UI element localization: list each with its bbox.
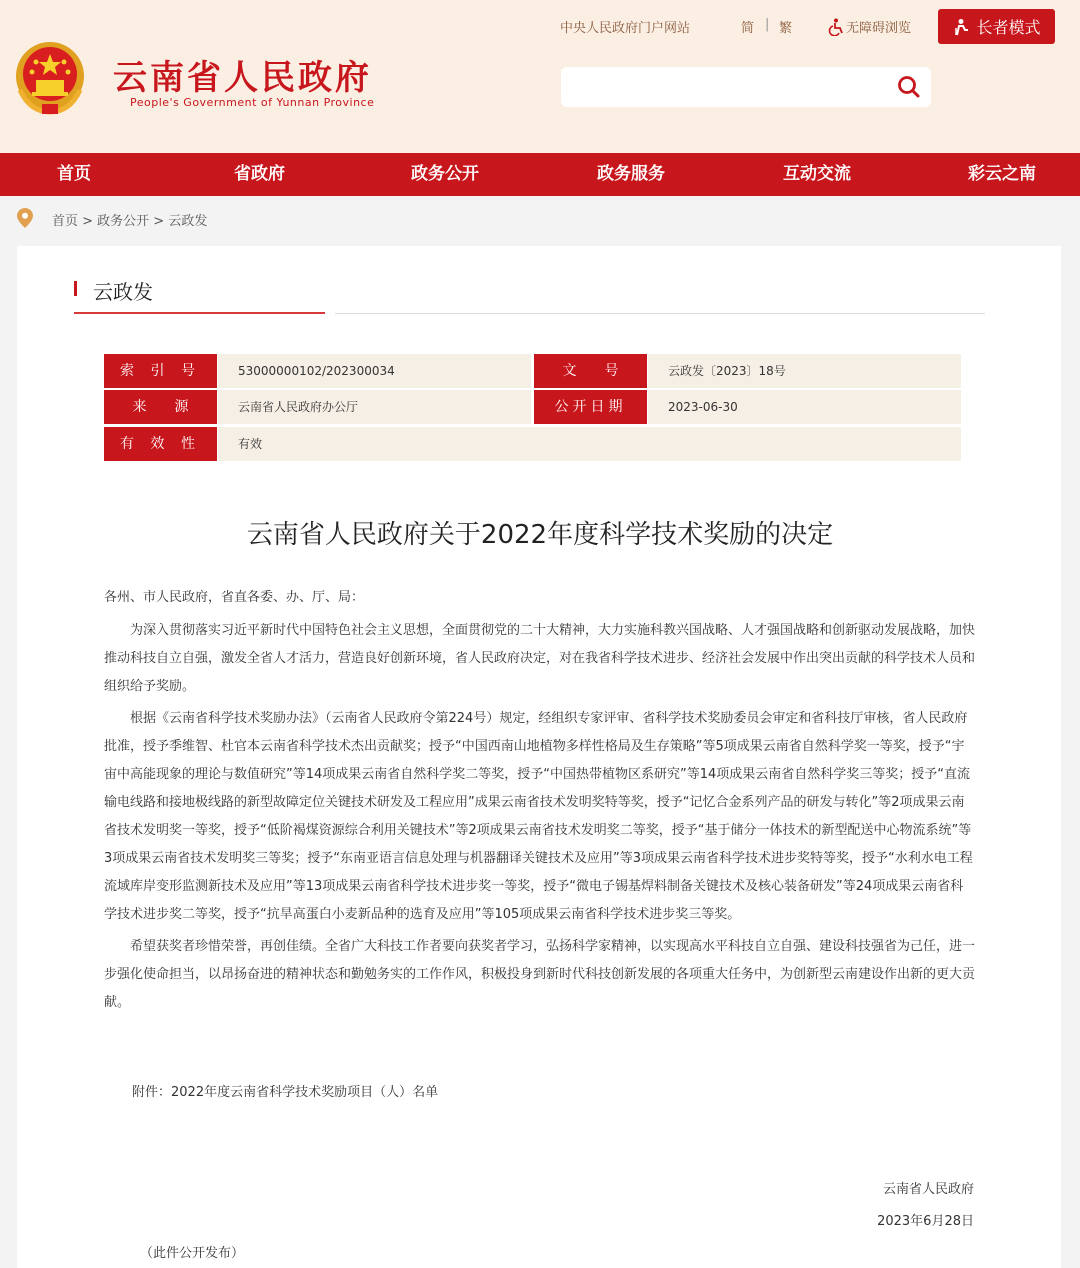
meta-index-value: 53000000102/202300034 <box>218 354 531 388</box>
nav-government-affairs[interactable]: 政务公开 <box>411 164 479 184</box>
search-input[interactable] <box>573 75 883 99</box>
document-sign-date: 2023年6月28日 <box>877 1214 974 1229</box>
meta-source-label: 来 源 <box>104 390 217 424</box>
document-paragraph-2: 根据《云南省科学技术奖励办法》（云南省人民政府令第224号）规定，经组织专家评审、省科学技术奖励委员会审定和省科技厅审核，省人民政府批准，授予季维智、杜官本云南省科学技术杰出贡献奖；授予“中国西南山地植物多样性格局及生存策略”等5项成果云南省自然科学奖一等奖，授予“宇宙中高能现象的理论与数值研究”等14项成果云南省自然科学奖二等奖，授予“中国热带植物区系研究”等14项成果云南省自然科学奖三等奖；授予“直流输电线路和接地极线路的新型故障定位关键技术研发及工程应用”成果云南省技术发明奖特等奖，授予“记忆合金系列产品的研发与转化”等2项成果云南省技术发明奖一等奖，授予“低阶褐煤资源综合利用关键技术”等2项成果云南省技术发明奖二等奖，授予“基于储分一体技术的新型配送中心物流系统”等3项成果云南省技术发明奖三等奖；授予“东南亚语言信息处理与机器翻译关键技术及应用”等3项成果云南省科学技术进步奖特等奖，授予“水利水电工程流域库岸变形监测新技术及应用”等13项成果云南省科学技术进步奖一等奖，授予“微电子锡基焊料制备关键技术及核心装备研发”等24项成果云南省科学技术进步奖二等奖，授予“抗旱高蛋白小麦新品种的选育及应用”等105项成果云南省科学技术进步奖三等奖。 <box>104 711 973 922</box>
meta-date-value: 2023-06-30 <box>648 390 961 424</box>
lang-separator: | <box>765 17 770 32</box>
meta-source-value: 云南省人民政府办公厅 <box>218 390 531 424</box>
document-salutation: 各州、市人民政府，省直各委、办、厅、局： <box>104 590 365 605</box>
elder-icon <box>952 18 970 36</box>
nav-government-services[interactable]: 政务服务 <box>597 164 665 184</box>
nav-provincial-government[interactable]: 省政府 <box>234 164 285 184</box>
nav-colorful-yunnan[interactable]: 彩云之南 <box>968 164 1036 184</box>
accessibility-label: 无障碍浏览 <box>846 21 912 36</box>
meta-docno-value: 云政发〔2023〕18号 <box>648 354 961 388</box>
document-note: （此件公开发布） <box>140 1246 245 1261</box>
document-signer: 云南省人民政府 <box>882 1182 974 1197</box>
meta-date-label: 公开日期 <box>534 390 647 424</box>
portal-link[interactable]: 中央人民政府门户网站 <box>560 21 691 36</box>
elder-mode-label: 长者模式 <box>976 18 1041 37</box>
search-icon[interactable] <box>896 74 922 100</box>
nav-home[interactable]: 首页 <box>57 164 91 184</box>
site-header <box>0 0 1080 153</box>
breadcrumb-text[interactable]: 首页 > 政务公开 > 云政发 <box>52 214 208 229</box>
nav-interaction[interactable]: 互动交流 <box>783 164 851 184</box>
document-paragraph-1: 为深入贯彻落实习近平新时代中国特色社会主义思想，全面贯彻党的二十大精神，大力实施科教兴国战略、人才强国战略和创新驱动发展战略，加快推动科技自立自强，激发全省人才活力，营造良好创新环境，省人民政府决定，对在我省科学技术进步、经济社会发展中作出突出贡献的科学技术人员和组织给予奖励。 <box>104 623 976 694</box>
meta-validity-label: 有 效 性 <box>104 427 217 461</box>
meta-validity-value: 有效 <box>218 427 961 461</box>
section-title: 云政发 <box>93 280 153 304</box>
site-title[interactable]: 云南省人民政府 <box>113 58 372 98</box>
accessibility-link[interactable] <box>828 17 911 36</box>
elder-mode-button[interactable] <box>938 9 1055 44</box>
document-body <box>104 617 976 1017</box>
section-underline-grey <box>335 313 985 314</box>
document-attachment[interactable]: 附件：2022年度云南省科学技术奖励项目（人）名单 <box>132 1085 439 1100</box>
meta-docno-label: 文 号 <box>534 354 647 388</box>
national-emblem-icon[interactable] <box>14 40 86 116</box>
document-title: 云南省人民政府关于2022年度科学技术奖励的决定 <box>246 520 834 550</box>
location-pin-icon <box>17 208 33 228</box>
site-subtitle: People's Government of Yunnan Province <box>130 96 375 109</box>
section-title-marker <box>74 281 77 296</box>
simplified-link[interactable]: 简 <box>741 21 755 36</box>
section-underline-red <box>74 312 325 314</box>
document-paragraph-3: 希望获奖者珍惜荣誉，再创佳绩。全省广大科技工作者要向获奖者学习，弘扬科学家精神，以实现高水平科技自立自强、建设科技强省为己任，进一步强化使命担当，以昂扬奋进的精神状态和勤勉务实的工作作风，积极投身到新时代科技创新发展的各项重大任务中，为创新型云南建设作出新的更大贡献。 <box>104 939 976 1010</box>
breadcrumb <box>0 196 1080 242</box>
traditional-link[interactable]: 繁 <box>779 21 793 36</box>
main-nav <box>0 153 1080 196</box>
wheelchair-icon <box>828 18 846 36</box>
search-box[interactable] <box>561 67 931 107</box>
meta-index-label: 索 引 号 <box>104 354 217 388</box>
